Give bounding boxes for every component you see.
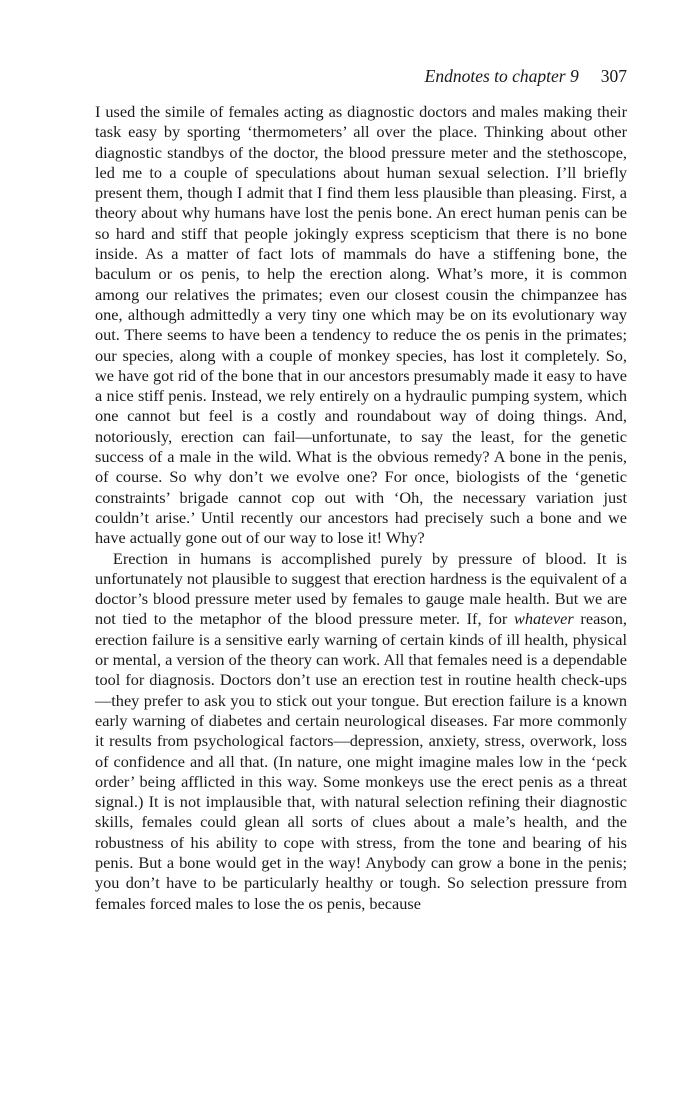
book-page [95,66,627,914]
italic-word-whatever: whatever [514,609,574,629]
paragraph-1-text: I used the simile of females acting as diagnostic doctors and males making their task easy by sporting ‘thermometers’ all over the place. Thinking about other diagnostic standbys of the doctor, the blood pressure meter and the stethoscope, led me to a couple of speculations about human sexual selection. I’ll briefly present them, though I admit that I find them less plausible than pleasing. First, a theory about why humans have lost the penis bone. An erect human penis can be so hard and stiff that people jokingly express scepticism that there is no bone inside. As a matter of fact lots of mammals do have a stiffening bone, the baculum or os penis, to help the erection along. What’s more, it is common among our relatives the primates; even our closest cousin the chimpanzee has one, although admittedly a very tiny one which may be on its evolutionary way out. There seems to have been a tendency to reduce the os penis in the primates; our species, along with a couple of monkey species, has lost it completely. So, we have got rid of the bone that in our ancestors presumably made it easy to have a nice stiff penis. Instead, we rely entirely on a hydraulic pumping system, which one cannot but feel is a costly and roundabout way of doing things. And, notoriously, erection can fail—unfortunate, to say the least, for the genetic success of a male in the wild. What is the obvious remedy? A bone in the penis, of course. So why don’t we evolve one? For once, biologists of the ‘genetic constraints’ brigade cannot cop out with ‘Oh, the necessary variation just couldn’t arise.’ Until recently our ancestors had precisely such a bone and we have actually gone out of our way to lose it! Why? [95,102,627,548]
body-text [95,102,627,914]
paragraph-2-text-b: reason, erection failure is a sensitive early warning of certain kinds of ill health, physical or mental, a version of the theory can work. All that females need is a dependable tool for diagnosis. Doctors don’t use an erection test in routine health check-ups—they prefer to ask you to stick out your tongue. But erection failure is a known early warning of diabetes and certain neurological diseases. Far more commonly it results from psychological factors—depression, anxiety, stress, overwork, loss of confidence and all that. (In nature, one might imagine males low in the ‘peck order’ being afflicted in this way. Some monkeys use the erect penis as a threat signal.) It is not implausible that, with natural selection refining their diagnostic skills, females could glean all sorts of clues about a male’s health, and the robustness of his ability to cope with stress, from the tone and bearing of his penis. But a bone would get in the way! Anybody can grow a bone in the penis; you don’t have to be particularly healthy or tough. So selection pressure from females forced males to lose the os penis, because [95,609,627,913]
page-number: 307 [600,66,627,86]
paragraph-1 [95,102,627,549]
paragraph-2-text-a: Erection in humans is accomplished purely by pressure of blood. It is unfortunately not plausible to suggest that erection hardness is the equivalent of a doctor’s blood pressure meter used by females to gauge male health. But we are not tied to the metaphor of the blood pressure meter. If, for [95,548,627,629]
paragraph-2 [95,549,627,914]
page-header [95,66,627,96]
running-head: Endnotes to chapter 9 [424,66,579,86]
